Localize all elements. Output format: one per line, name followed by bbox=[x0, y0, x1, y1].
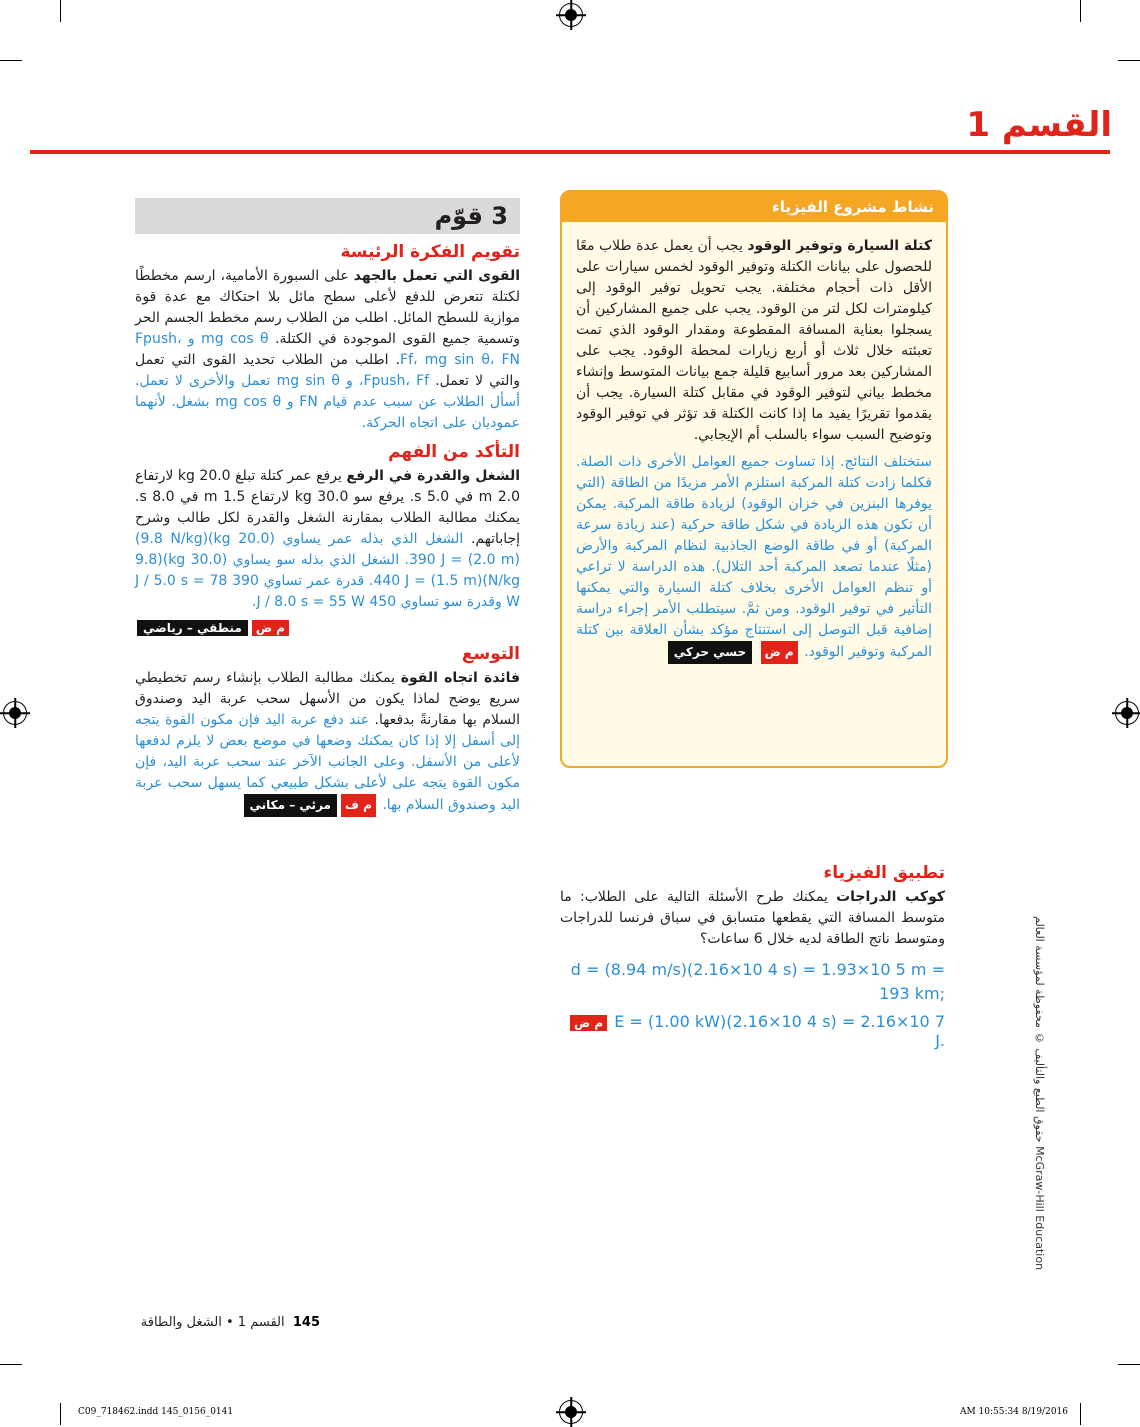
crop-mark bbox=[0, 1364, 22, 1365]
project-activity-body bbox=[562, 222, 946, 664]
paragraph-text: يمكنك طرح الأسئلة التالية على الطلاب: ما متوسط المسافة التي يقطعها متسابق في سباق فرنسا للدراجات ومتوسط ناتج الطاقة لديه خلال 6 ساعات؟ bbox=[560, 889, 945, 947]
paragraph bbox=[560, 887, 945, 950]
project-activity-header: نشاط مشروع الفيزياء bbox=[562, 192, 946, 222]
page-number: 145 bbox=[292, 1315, 320, 1330]
title-rule bbox=[30, 150, 1110, 154]
forces-list: mg cos θ و Fpush، Ff، mg sin θ، FN bbox=[135, 331, 521, 368]
paragraph-text: اطلب من الطلاب تحديد القوى التي تعمل والتي لا تعمل. bbox=[135, 352, 520, 389]
activity-bold-lead: كتلة السيارة وتوفير الوقود bbox=[747, 238, 932, 254]
footer-label: القسم 1 • الشغل والطاقة bbox=[140, 1315, 285, 1330]
crop-mark bbox=[1080, 1403, 1081, 1425]
slug-date: 8/19/2016 10:55:34 AM bbox=[959, 1407, 1068, 1417]
project-activity-box bbox=[560, 190, 948, 768]
equation: d = (8.94 m/s)(2.16×10 4 s) = 1.93×10 5 m = 193 km; bbox=[570, 960, 945, 1003]
tag-badge: منطقي – رياضي bbox=[137, 620, 248, 636]
crop-mark bbox=[0, 60, 22, 61]
bold-lead: كوكب الدراجات bbox=[836, 889, 945, 905]
subheading: تطبيق الفيزياء bbox=[823, 863, 945, 883]
bold-lead: فائدة اتجاه القوة bbox=[400, 670, 520, 686]
activity-answer bbox=[576, 452, 932, 664]
bold-lead: القوى التي تعمل بالجهد bbox=[353, 268, 520, 284]
equation-row bbox=[560, 1012, 945, 1050]
paragraph: القوى التي تعمل بالجهد على السبورة الأمامية، ارسم مخططًا لكتلة تتعرض للدفع لأعلى سطح مائل بلا احتكاك مع عدة قوة موازية للسطح المائل. اطلب من الطلاب رسم مخطط الجسم الحر وتسمية جميع القوى الموجودة في الكتلة. mg cos θ و Fpush، Ff، mg sin θ، FN. اطلب من الطلاب تحديد القوى التي تعمل والتي لا تعمل. Fpush، Ff، و mg sin θ تعمل والأخرى لا تعمل. أسأل الطلاب عن سبب عدم قيام FN و mg cos θ بشغل. لأنهما عموديان على اتجاه الحركة. bbox=[135, 268, 521, 431]
answer-text: عند دفع عربة اليد فإن مكون القوة يتجه إلى أسفل إلا إذا كان يمكنك وضعها في موضع بعض لا يلزم لدفعها لأعلى من الأسفل. وعلى الجانب الآخر عند سحب عربة اليد، فإن مكون القوة يتجه على لأعلى بشكل طبيعي كما يسهل سحب عربة اليد وصندوق السلام بها. bbox=[135, 712, 520, 813]
crop-mark bbox=[1080, 0, 1081, 22]
crop-mark bbox=[1118, 1364, 1140, 1365]
tag-badge: م ض bbox=[761, 641, 798, 664]
paragraph bbox=[135, 668, 520, 817]
paragraph-text: على السبورة الأمامية، ارسم مخططًا لكتلة تتعرض للدفع لأعلى سطح مائل بلا احتكاك مع عدة قوة موازية للسطح المائل. اطلب من الطلاب رسم مخطط الجسم الحر وتسمية جميع القوى الموجودة في الكتلة. bbox=[135, 268, 521, 347]
equation: E = (1.00 kW)(2.16×10 4 s) = 2.16×10 7 J. bbox=[614, 1012, 945, 1050]
answer-text: الشغل الذي بذله عمر يساوي (20.0 kg)(9.8 N/kg)(2.0 m) = 390 J. الشغل الذي بذله سو يساوي (30.0 kg)(9.8 N/kg)(1.5 m) = 440 J. قدرة عمر تساوي 390 J / 5.0 s = 78 W وقدرة سو تساوي 450 J / 8.0 s = 55 W. bbox=[135, 531, 520, 610]
activity-paragraph bbox=[576, 236, 932, 446]
paragraph-text: يرفع عمر كتلة تبلغ 20.0 kg لارتفاع 2.0 m في 5.0 s. يرفع سو 30.0 kg لارتفاع 1.5 m في 8.0 s. يمكنك مطالبة الطلاب بمقارنة الشغل والقدرة لكل طالب وشرح إجاباتهم. bbox=[135, 468, 521, 547]
tag-badge: م ض bbox=[570, 1015, 607, 1031]
subheading: التوسع bbox=[461, 644, 520, 664]
tag-row bbox=[135, 617, 520, 636]
subheading: تقويم الفكرة الرئيسة bbox=[340, 242, 520, 262]
tag-badge: م ض bbox=[252, 620, 289, 636]
physics-application bbox=[560, 855, 945, 1050]
activity-answer-text: ستختلف النتائج. إذا تساوت جميع العوامل الأخرى ذات الصلة. فكلما زادت كتلة المركبة استلزم الأمر مزيدًا من الطاقة (التي يوفرها البنزين في خزان الوقود) لزيادة طاقة المركبة. يمكن أن تكون هذه الزيادة في شكل طاقة حركية (عند زيادة سرعة المركبة) أو في طاقة الوضع الجاذبية لنظام المركبة والأرض (مثلًا عندما تصعد المركبة أحد التلال). هذه الدراسة لا تراعي أو تنظم العوامل الأخرى بخلاف كتلة السيارة والتي يمكنها التأثير في توفير الوقود. ومن ثمَّ. سيتطلب الأمر إجراء دراسة إضافية قبل التوصل إلى استنتاج مؤكد بشأن العلاقة بين كتلة المركبة وتوفير الوقود. bbox=[576, 454, 932, 660]
answer-text: Fpush، Ff، و mg sin θ تعمل والأخرى لا تعمل. أسأل الطلاب عن سبب عدم قيام FN و mg cos θ بشغل. لأنهما عموديان على اتجاه الحركة. bbox=[135, 373, 520, 431]
crop-mark bbox=[60, 0, 61, 22]
tag-badge: م ف bbox=[341, 794, 376, 817]
subheading: التأكد من الفهم bbox=[388, 442, 520, 462]
activity-text: يجب أن يعمل عدة طلاب معًا للحصول على بيانات الكتلة وتوفير الوقود لخمس سيارات على الأقل ذات أحجام مختلفة. يجب تحويل توفير الوقود إلى كيلومترات لكل لتر من الوقود. يجب على جميع المشاركين أن يسجلوا بعناية المسافة المقطوعة ومقدار الوقود الذي تمت تعبئته خلال ثلاث أو أربع زيارات لمحطة الوقود. يجب على المشاركين بعد مرور أسابيع قليلة جمع بيانات المتوسط وإنشاء مخطط بياني لتوفير الوقود في مقابل كتلة السيارة. يجب أن يقدموا تقريرًا يفيد ما إذا كانت الكتلة قد تؤثر في توفير الوقود وتوضيح السبب سواء بالسلب أم الإيجابي. bbox=[576, 238, 932, 443]
crop-mark bbox=[60, 1403, 61, 1425]
tag-badge: حسي حركي bbox=[668, 641, 752, 664]
slug-file: 0141_0156_C09_718462.indd 145 bbox=[78, 1407, 234, 1417]
step-heading: 3 قوّم bbox=[135, 198, 520, 234]
section-title: القسم 1 bbox=[966, 105, 1112, 145]
paragraph bbox=[135, 466, 520, 613]
registration-mark-icon bbox=[1115, 701, 1139, 725]
registration-mark-icon bbox=[3, 701, 27, 725]
page-footer bbox=[141, 1315, 320, 1330]
copyright-sidebar: McGraw-Hill Education حقوق الطبع والتأليف © محفوظة لمؤسسة العالم bbox=[1033, 915, 1046, 1270]
tag-badge: مرئي – مكاني bbox=[244, 794, 337, 817]
bold-lead: الشغل والقدرة في الرفع bbox=[346, 468, 521, 484]
registration-mark-icon bbox=[559, 1400, 583, 1424]
crop-mark bbox=[1118, 60, 1140, 61]
assess-column bbox=[135, 198, 520, 817]
registration-mark-icon bbox=[559, 3, 583, 27]
paragraph-text: يمكنك مطالبة الطلاب بإنشاء رسم تخطيطي سريع يوضح لماذا يكون من الأسهل سحب عربة اليد وصندوق السلام بها مقارنةً بدفعها. bbox=[135, 670, 520, 728]
